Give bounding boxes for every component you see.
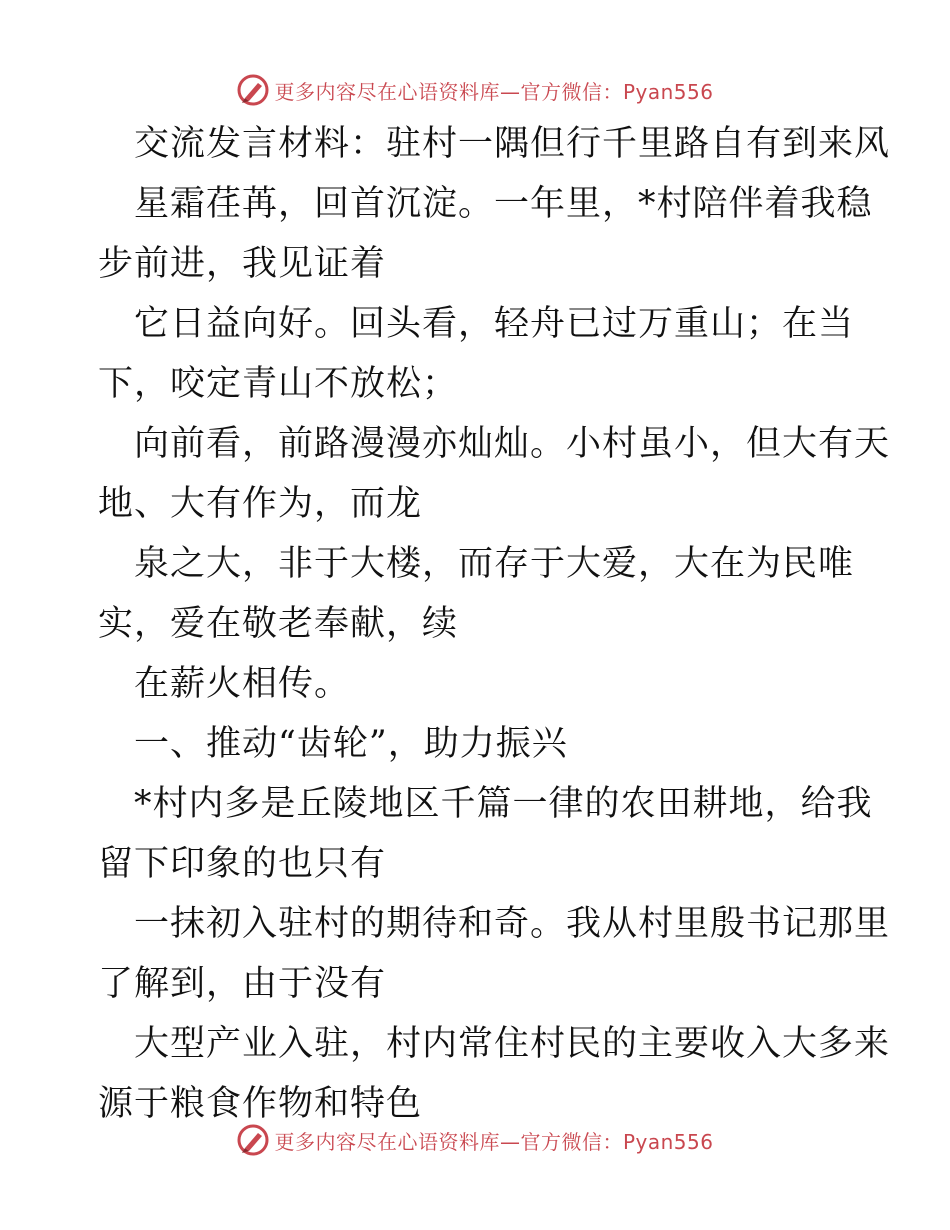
paragraph-line: 泉之大，非于大楼，而存于大爱，大在为民唯 bbox=[134, 544, 855, 584]
footer-banner bbox=[0, 1118, 950, 1162]
section-heading: 一、推动“齿轮”，助力振兴 bbox=[134, 724, 568, 764]
pen-logo-icon bbox=[236, 73, 270, 107]
paragraph-line: *村内多是丘陵地区千篇一律的农田耕地，给我 bbox=[134, 784, 873, 824]
paragraph-line: 一抹初入驻村的期待和奇。我从村里殷书记那里 bbox=[134, 904, 891, 944]
pen-logo-icon bbox=[236, 1123, 270, 1157]
header-banner-text: 更多内容尽在心语资料库—官方微信：Pyan556 bbox=[274, 79, 714, 104]
paragraph-line: 步前进，我见证着 bbox=[98, 244, 387, 284]
paragraph-line: 留下印象的也只有 bbox=[98, 844, 387, 884]
paragraph-line: 了解到，由于没有 bbox=[98, 964, 387, 1004]
header-banner bbox=[0, 68, 950, 112]
paragraph-line: 向前看，前路漫漫亦灿灿。小村虽小，但大有天 bbox=[134, 424, 891, 464]
document-title: 交流发言材料：驻村一隅但行千里路自有到来风 bbox=[134, 124, 891, 164]
paragraph-line: 源于粮食作物和特色 bbox=[98, 1084, 423, 1124]
paragraph-line: 在薪火相传。 bbox=[134, 664, 351, 704]
paragraph-line: 地、大有作为，而龙 bbox=[98, 484, 423, 524]
paragraph-line: 星霜荏苒，回首沉淀。一年里，*村陪伴着我稳 bbox=[134, 184, 873, 224]
paragraph-line: 它日益向好。回头看，轻舟已过万重山；在当 bbox=[134, 304, 855, 344]
footer-banner-text: 更多内容尽在心语资料库—官方微信：Pyan556 bbox=[274, 1129, 714, 1154]
paragraph-line: 大型产业入驻，村内常住村民的主要收入大多来 bbox=[134, 1024, 891, 1064]
paragraph-line: 下，咬定青山不放松； bbox=[98, 364, 459, 404]
paragraph-line: 实，爱在敬老奉献，续 bbox=[98, 604, 459, 644]
